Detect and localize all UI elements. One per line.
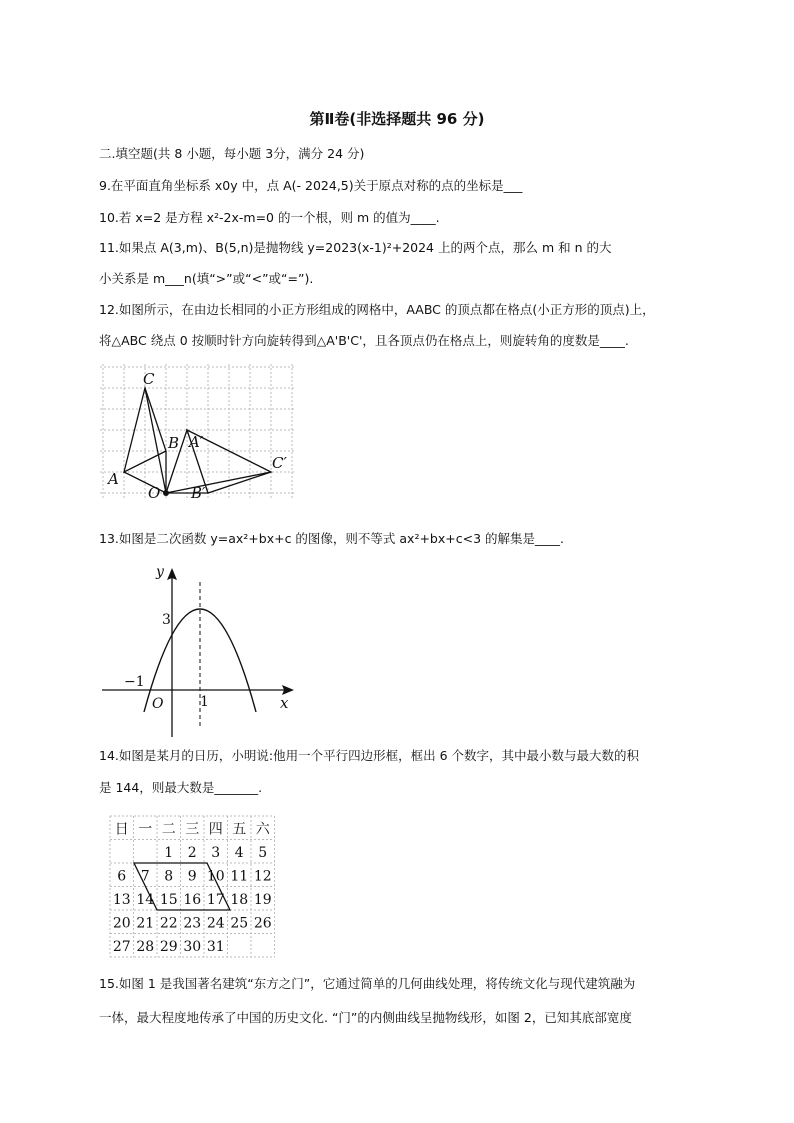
calendar-day: 28	[136, 939, 155, 955]
question-14-line-2: 是 144，则最大数是_______.	[99, 780, 263, 795]
calendar-weekday-header: 五	[232, 821, 247, 838]
part-heading: 二.填空题(共 8 小题，每小题 3分，满分 24 分)	[99, 146, 365, 161]
calendar-day: 20	[112, 915, 131, 932]
calendar-day: 23	[183, 915, 202, 932]
calendar-day: 2	[187, 845, 197, 861]
calendar-weekday-header: 三	[185, 821, 200, 838]
calendar-weekday-header: 四	[208, 821, 223, 838]
question-12-line-1: 12.如图所示，在由边长相同的小正方形组成的网格中，AABC 的顶点都在格点(小正方形的顶点)上，	[99, 302, 655, 317]
grid-lines	[100, 364, 294, 498]
calendar-day: 31	[206, 939, 225, 955]
calendar-day: 4	[234, 845, 244, 861]
label-neg-one: −1	[124, 674, 145, 690]
question-13-parabola-figure	[100, 562, 300, 740]
calendar-weekday-header: 六	[255, 821, 270, 838]
calendar-day: 8	[164, 868, 174, 885]
label-c: C	[143, 370, 155, 388]
question-15-line-2: 一体，最大程度地传承了中国的历史文化. “门”的内侧曲线呈抛物线形，如图 2，已知其底部宽度	[99, 1010, 632, 1025]
calendar-day: 30	[183, 939, 202, 955]
calendar-day: 15	[159, 892, 178, 908]
calendar-day: 16	[183, 892, 202, 908]
question-13: 13.如图是二次函数 y=ax²+bx+c 的图像，则不等式 ax²+bx+c<3 的解集是____.	[99, 531, 564, 546]
calendar-day: 14	[136, 892, 155, 908]
question-12-line-2: 将△ABC 绕点 0 按顺时针方向旋转得到△A'B'C'，且各顶点仍在格点上，则旋转角的度数是____.	[99, 333, 629, 348]
label-o: O	[148, 484, 161, 498]
calendar-day: 10	[206, 868, 225, 885]
question-11-line-1: 11.如果点 A(3,m)、B(5,n)是抛物线 y=2023(x-1)²+2024 上的两个点，那么 m 和 n 的大	[99, 240, 612, 255]
calendar-day: 12	[253, 868, 272, 885]
label-x: x	[280, 694, 289, 712]
calendar-day: 7	[140, 868, 150, 885]
label-c-prime: C′	[272, 454, 287, 472]
calendar-day: 3	[211, 845, 221, 861]
label-a-prime: A′	[189, 433, 204, 451]
calendar-day: 25	[230, 915, 249, 932]
calendar-day: 19	[253, 892, 272, 908]
question-12-grid-figure	[100, 364, 294, 498]
label-b-prime: B′	[191, 484, 206, 498]
question-14-calendar	[108, 812, 284, 964]
calendar-day: 1	[164, 845, 174, 861]
question-9: 9.在平面直角坐标系 x0y 中，点 A(- 2024,5)关于原点对称的点的坐标是___	[99, 178, 523, 193]
label-origin: O	[152, 696, 164, 712]
calendar-day: 27	[112, 939, 131, 955]
label-one: 1	[200, 694, 209, 710]
question-10: 10.若 x=2 是方程 x²-2x-m=0 的一个根，则 m 的值为____.	[99, 210, 440, 225]
calendar-day: 6	[117, 868, 127, 885]
point-o	[163, 490, 169, 496]
calendar-day: 26	[253, 915, 272, 932]
calendar-day: 18	[230, 892, 249, 908]
calendar-weekday-header: 一	[138, 821, 153, 838]
calendar-weekday-header: 二	[161, 821, 176, 838]
calendar-weekday-header: 日	[114, 821, 129, 838]
calendar-day: 21	[136, 915, 155, 932]
calendar-day: 11	[230, 868, 249, 885]
label-b: B	[168, 434, 180, 452]
question-15-line-1: 15.如图 1 是我国著名建筑“东方之门”，它通过简单的几何曲线处理，将传统文化与现代建筑融为	[99, 976, 636, 991]
label-three: 3	[162, 612, 171, 628]
calendar-day: 29	[159, 939, 178, 955]
calendar-day: 13	[112, 892, 131, 908]
calendar-day: 24	[206, 915, 225, 932]
question-11-line-2: 小关系是 m___n(填“>”或“<”或“=”).	[99, 271, 314, 286]
label-y: y	[156, 564, 164, 580]
calendar-day: 22	[159, 915, 178, 932]
label-a: A	[108, 470, 119, 488]
question-14-line-1: 14.如图是某月的日历，小明说:他用一个平行四边形框，框出 6 个数字，其中最小数与最大数的积	[99, 748, 639, 763]
calendar-day: 5	[258, 845, 268, 861]
calendar-day: 9	[187, 868, 197, 885]
section-title: 第Ⅱ卷(非选择题共 96 分)	[309, 110, 485, 128]
calendar-day: 17	[206, 892, 225, 908]
